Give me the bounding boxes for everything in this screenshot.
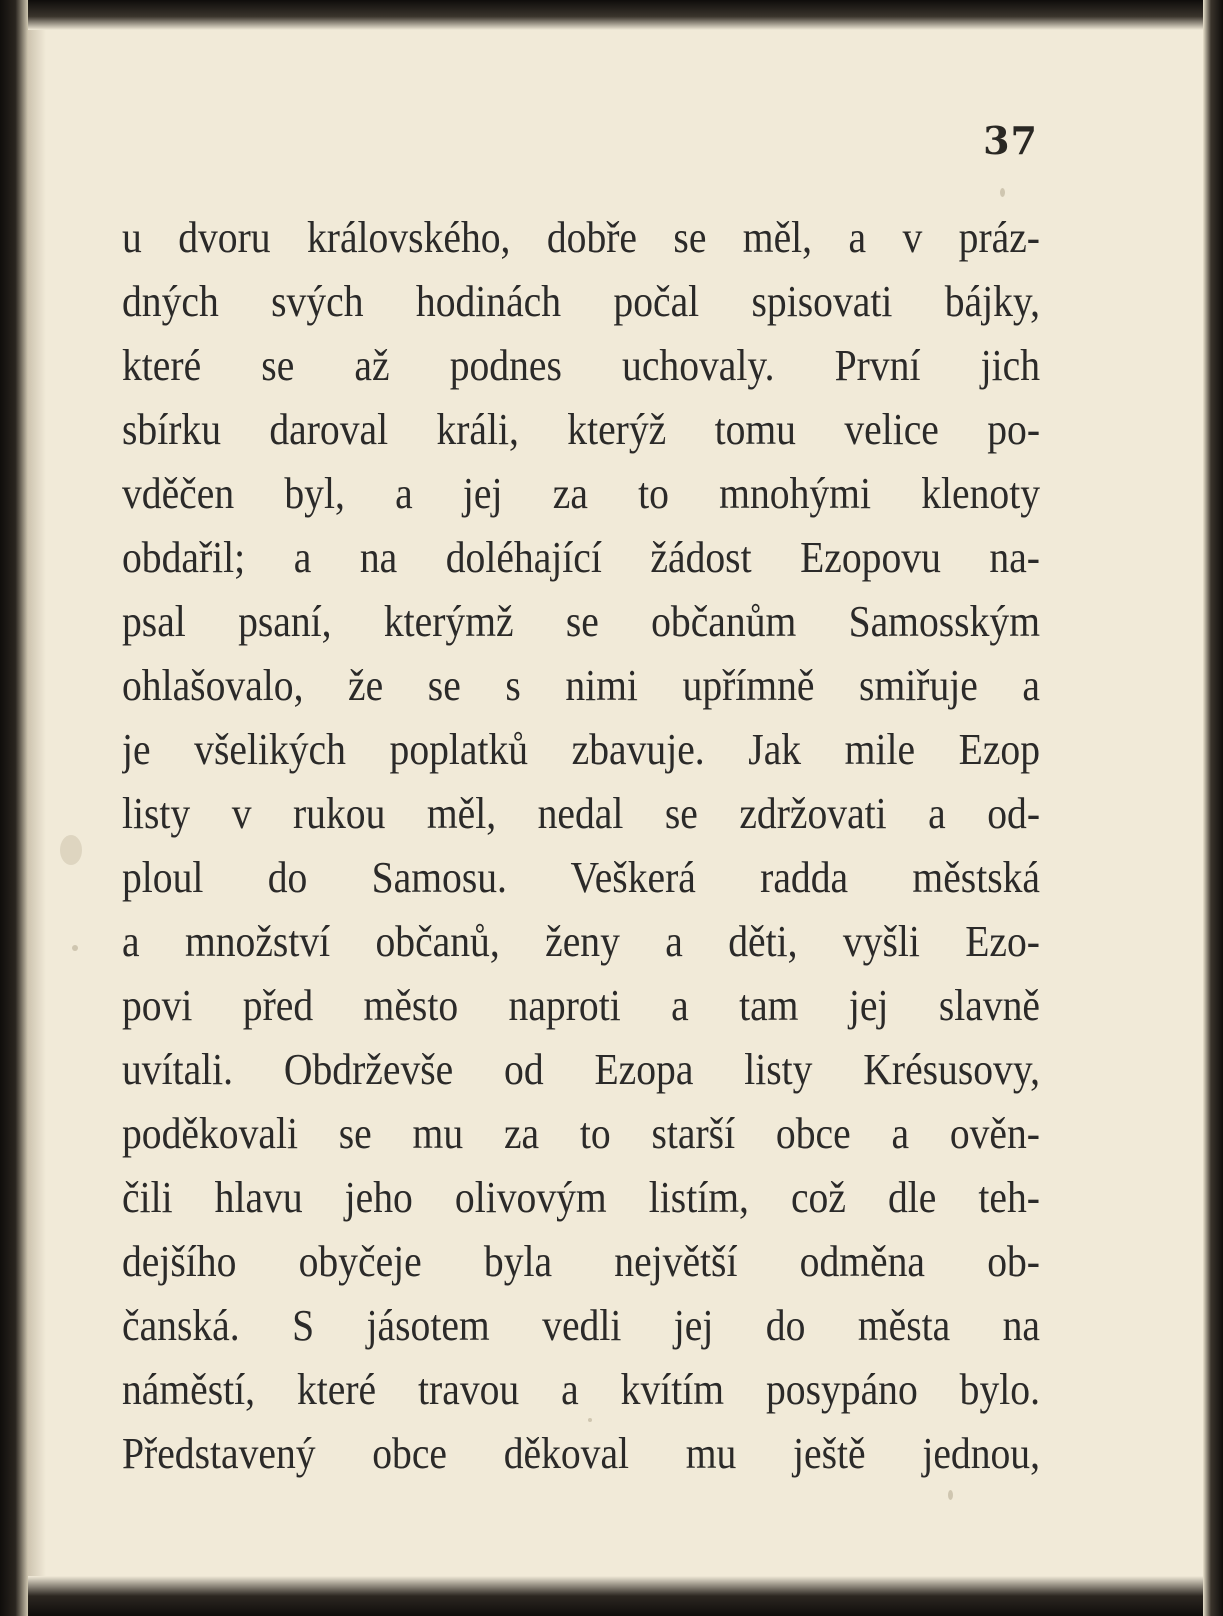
text-line: sbírku daroval králi, kterýž tomu velice po-: [122, 405, 1040, 454]
scan-border-bottom: [0, 1576, 1223, 1616]
text-line: a množství občanů, ženy a děti, vyšli Ezo-: [122, 917, 1040, 966]
text-line: které se až podnes uchovaly. První jich: [122, 341, 1040, 390]
body-text: [122, 206, 1040, 1486]
text-line: ploul do Samosu. Veškerá radda městská: [122, 853, 1040, 902]
scan-border-top: [0, 0, 1223, 30]
text-line: u dvoru královského, dobře se měl, a v práz-: [122, 213, 1040, 262]
text-line: Představený obce děkoval mu ještě jednou,: [122, 1429, 1040, 1478]
text-line: čili hlavu jeho olivovým listím, což dle teh-: [122, 1173, 1040, 1222]
text-line: obdařil; a na doléhající žádost Ezopovu na-: [122, 533, 1040, 582]
scan-border-left: [0, 0, 28, 1616]
text-line: uvítali. Obdrževše od Ezopa listy Krésusovy,: [122, 1045, 1040, 1094]
paper-stain: [60, 835, 82, 865]
scan-border-right: [1203, 0, 1223, 1616]
text-line: vděčen byl, a jej za to mnohými klenoty: [122, 469, 1040, 518]
text-line: náměstí, které travou a kvítím posypáno bylo.: [122, 1365, 1040, 1414]
text-line: dejšího obyčeje byla největší odměna ob-: [122, 1237, 1040, 1286]
text-line: psal psaní, kterýmž se občanům Samosským: [122, 597, 1040, 646]
text-line: ohlašovalo, že se s nimi upřímně smiřuje a: [122, 661, 1040, 710]
text-line: poděkovali se mu za to starší obce a ověn-: [122, 1109, 1040, 1158]
text-line: dných svých hodinách počal spisovati bájky,: [122, 277, 1040, 326]
paper-speck: [1000, 188, 1005, 197]
text-line: je všelikých poplatků zbavuje. Jak mile Ezop: [122, 725, 1040, 774]
text-line: povi před město naproti a tam jej slavně: [122, 981, 1040, 1030]
gutter-shadow: [28, 30, 46, 1576]
text-line: listy v rukou měl, nedal se zdržovati a od-: [122, 789, 1040, 838]
page-number: 37: [983, 118, 1038, 163]
text-line: čanská. S jásotem vedli jej do města na: [122, 1301, 1040, 1350]
paper-speck: [948, 1490, 953, 1500]
paper-speck: [72, 945, 78, 951]
